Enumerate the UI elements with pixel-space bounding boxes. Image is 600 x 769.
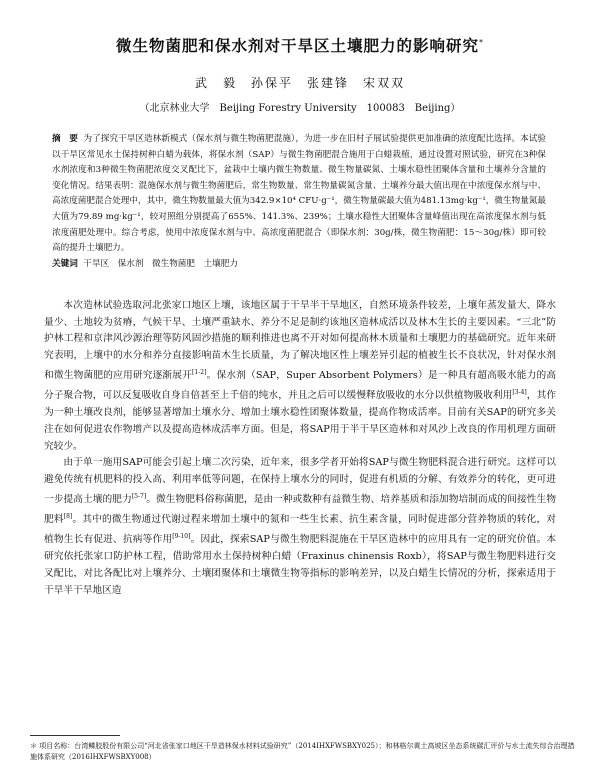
citation: [3-4] — [512, 388, 527, 396]
authors: 武 毅 孙保平 张建锋 宋双双 — [194, 76, 405, 90]
footnote-divider — [30, 735, 120, 736]
keywords-text: 干旱区 保水剂 微生物菌肥 土壤肥力 — [83, 258, 238, 269]
affiliation: （北京林业大学 Beijing Forestry University 100083 Beijing） — [139, 103, 461, 114]
footnote: ＊ 项目名称：台湾鳞胶股份有限公司“河北省张家口地区干旱造林保水材料试验研究”（2014IHXFWSBXY025）；和林格尔黄土高坡区坐态系统碳汇评价与水土流失综合治理措施体系研究（2016IHXFWSBXY008） — [30, 742, 575, 761]
abstract-text: 为了探究干旱区造林新模式（保水剂与微生物菌肥混施），为进一步在旧村子展试验提供更加准确的浓度配比选择。本试验以干旱区常见水土保持树种白蜡为载体，将保水剂（SAP）与微生物菌肥混合施用于白蜡栽植，通过设置对照试验，研究在3种保水剂浓度和3种微生物菌肥浓度交叉配比下，盆栽中土壤内微生物数量、微生物量碳氮、土壤水稳性团聚体含量和土壤养分含量的变化情况。结果表明：混施保水剂与微生物菌肥后，常生物数量、常生物量碳氮含量、土壤养分最大值出现在中浓度保水剂与中、高浓度菌肥混合处理中，其中，微生物数量最大值为342.9×10⁴ CFU·g⁻¹，微生物量碳最大值为481.13mg·kg⁻¹，微生物量氮最大值为79.89 mg·kg⁻¹，较对照组分别提高了655%、141.3%、239%；土壤水稳性大团聚体含量峰值出现在高浓度保水剂与低浓度菌肥处理中。综合考虑，使用中浓度保水剂与中、高浓度菌肥混合（即保水剂：30g/株，微生物菌肥：15～30g/株）即可较高的提升土壤肥力。 — [52, 134, 546, 254]
title-footnote-mark: * — [479, 37, 484, 47]
citation: [1-2] — [192, 368, 207, 376]
keywords-label: 关键词 — [52, 258, 78, 269]
citation: [5-7] — [131, 492, 147, 500]
body-text — [44, 298, 556, 600]
abstract-label: 摘 要 — [52, 134, 78, 144]
keywords — [52, 257, 546, 272]
paper-title — [44, 34, 556, 56]
abstract — [52, 132, 546, 257]
body-paragraph: 本次造林试验选取河北张家口地区上壤，该地区属于干旱半干旱地区，自然环境条件较差，上壤年蒸发量大、降水量少、土地较为贫瘠，气候干旱、土壤严重缺水、养分不足是制约该地区造林成活以及林木生长的主要因素。“三北”防护林工程和京津风沙源治理等防风固沙措施的顺利推进也离不开对如何提高林木质量和土壤肥力的基础研究。近年来研究表明，上壤中的水分和养分直接影响苗木生长质量，为了解决地区性上壤差异引起的植被生长不良状况，针对保水剂和微生物菌肥的应用研究逐渐展开[1-2]。保水剂（SAP，Super Absorbent Polymers）是一种具有超高吸水能力的高分子聚合物，可以反复吸收自身自倍甚至上千倍的纯水，并且之后可以缓慢释放吸收的水分以供植物吸收利用[3-4]，其作为一种土壤改良剂，能够显著增加土壤水分、增加土壤水稳性团聚体数量，提高作物成活率。目前有关SAP的研究多关注在如何促进农作物增产以及提高造林成活率方面。但是，将SAP用于半干旱区造林和对风沙上改良的作用机理方面研究较少。 — [44, 299, 557, 452]
citation: [9-10] — [172, 533, 191, 541]
citation: [8] — [63, 513, 73, 521]
title-text: 微生物菌肥和保水剂对干旱区土壤肥力的影响研究 — [115, 37, 479, 55]
body-paragraph: 由于单一施用SAP可能会引起上壤二次污染，近年来，很多学者开始将SAP与微生物肥料混合进行研究。这样可以避免传统有机肥料的投入高、利用率低等问题，在保持上壤水分的同时，促进有机质的分解、有效养分的转化，更可进一步提高土壤的肥力[5-7]。微生物肥料俗称菌肥，是由一种或数种有益微生物、培养基质和添加物培制而成的间接性生物肥料[8]。其中的微生物通过代谢过程来增加土壤中的氮和一些生长素、抗生素含量，同时促进部分营养物质的转化，对植物生长有促进、抗病等作用[9-10]。因此，探索SAP与微生物肥料混施在干旱区造林中的应用具有一定的研究价值。本研究依托张家口防护林工程，借助常用水土保持树种白蜡（Fraxinus chinensis Roxb），将SAP与微生物肥料进行交叉配比，对比各配比对上壤养分、土壤团聚体和土壤微生物等指标的影响差异，以及白蜡生长情况的分析，探索适用于干旱半干旱地区造 — [44, 457, 557, 596]
